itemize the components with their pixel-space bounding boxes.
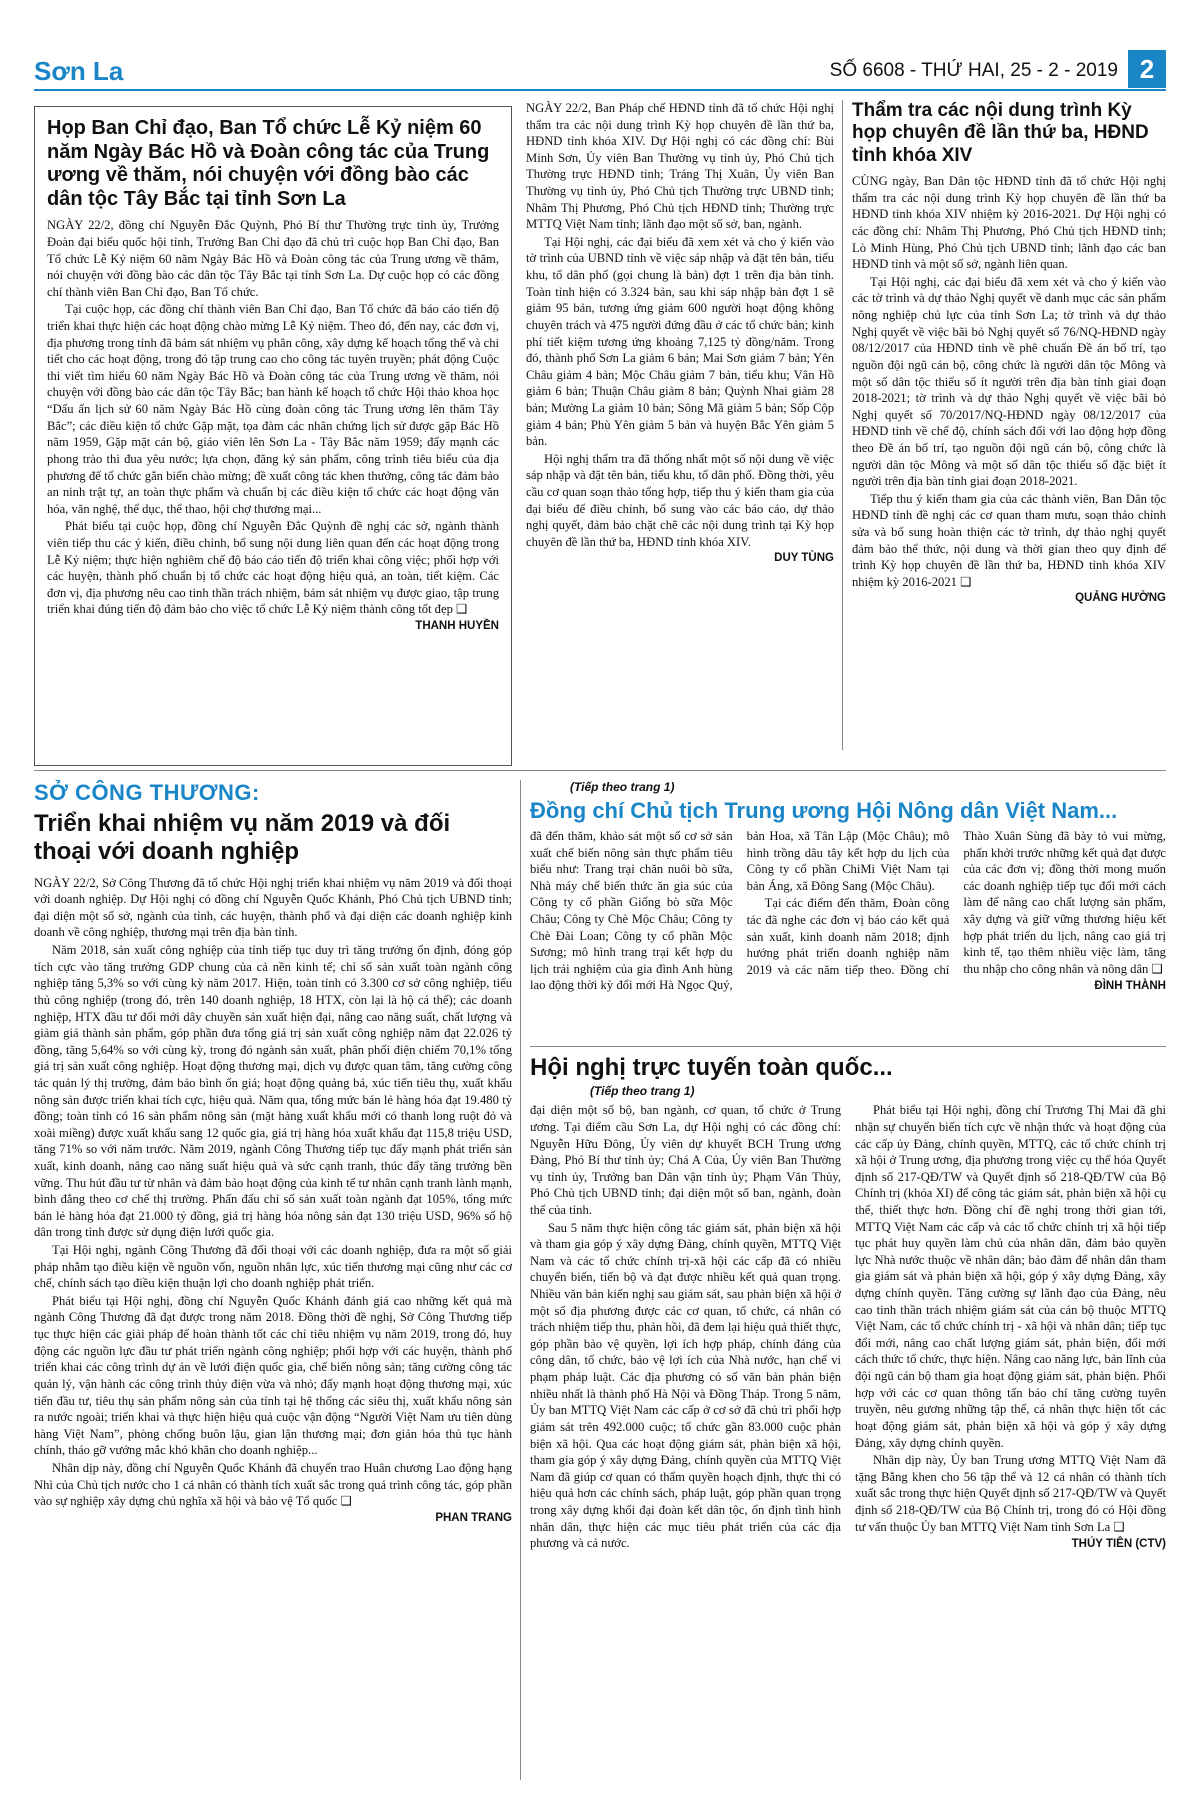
article-paragraph: Phát biểu tại Hội nghị, đồng chí Nguyễn Quốc Khánh đánh giá cao những kết quả mà ngành Công Thương đã đạt được trong năm 2018. Đồng thời đề nghị, Sở Công Thương tiếp tục thực hiện các giải pháp để hoàn thành tốt các chỉ tiêu nhiệm vụ năm 2019, trong đó, huy động các nguồn lực đầu tư phát triển ngành công nghiệp; phối hợp với các huyện, thành phố triển khai các công trình dự án về lưới điện quốc gia, chế biến nông sản; tăng cường công tác quản lý, vận hành các công trình thủy điện vừa và nhỏ; đẩy mạnh hoạt động thương mại, xúc tiến đầu tư, tiêu thụ sản phẩm nông sản của tỉnh tại hệ thống các siêu thị, xuất khẩu nông sản ra nước ngoài; triển khai và thực hiện hiệu quả cuộc vận động “Người Việt Nam ưu tiên dùng hàng Việt Nam”, phòng chống buôn lậu, gian lận thương mại; đơn giản hóa thủ tục hành chính, tháo gỡ vướng mắc khó khăn cho doanh nghiệp...	[34, 1293, 512, 1458]
issue-info: SỐ 6608 - THỨ HAI, 25 - 2 - 2019	[829, 60, 1118, 81]
article-headline: Hội nghị trực tuyến toàn quốc...	[530, 1054, 893, 1081]
article-paragraph: NGÀY 22/2, Ban Pháp chế HĐND tỉnh đã tổ chức Hội nghị thẩm tra các nội dung trình Kỳ họp chuyên đề lần thứ ba, HĐND tỉnh khóa XIV. Dự Hội nghị có các đồng chí: Bùi Minh Sơn, Ủy viên Ban Thường vụ tỉnh ủy, Phó Chủ tịch Thường trực HĐND tỉnh; Tráng Thị Xuân, Ủy viên Ban Thường vụ tỉnh ủy, Phó Chủ tịch Thường trực UBND tỉnh; Nhâm Thị Phương, Phó Chủ tịch HĐND tỉnh; Thường trực MTTQ Việt Nam tỉnh; lãnh đạo một số sở, ban, ngành.	[526, 101, 834, 232]
row-divider	[34, 770, 1166, 771]
article-paragraph: Nhân dịp này, Ủy ban Trung ương MTTQ Việt Nam đã tặng Bằng khen cho 56 tập thể và 12 cá nhân có thành tích xuất sắc trong thực hiện Quyết định số 217-QĐ/TW và Quyết định số 218-QĐ/TW của Bộ Chính trị, trong đó có Hội đồng tư vấn thuộc Ủy ban MTTQ Việt Nam tỉnh Sơn La ❑	[855, 1453, 1166, 1534]
article-paragraph: Năm 2018, sản xuất công nghiệp của tỉnh tiếp tục duy trì tăng trưởng ổn định, đóng góp tích cực vào tăng trưởng GDP chung của cả nền kinh tế; chỉ số sản xuất toàn ngành công nghiệp tăng 5,3% so với cùng kỳ năm 2017. Hiện, toàn tỉnh có 3.300 cơ sở công nghiệp, tiểu thủ công nghiệp (trong đó, trên 140 doanh nghiệp, 18 HTX, còn lại là hộ cá thể); các doanh nghiệp, HTX đầu tư đổi mới dây chuyền sản xuất hiện đại, nâng cao năng suất, chất lượng và giảm giá thành sản phẩm, góp phần đưa tổng giá trị sản xuất công nghiệp năm đạt 22.026 tỷ đồng, tăng 5,64% so với cùng kỳ, trong đó ngành sản xuất, phân phối điện chiếm 70,1% tổng giá trị sản xuất công nghiệp. Hoạt động thương mại, dịch vụ được quan tâm, tăng cường công tác quản lý thị trường, đảm bảo bình ổn giá; hoạt động quảng bá, xúc tiến tiêu thụ, xuất khẩu nông sản được triển khai tích cực, hiệu quả. Năm qua, tổng mức bán lẻ hàng hóa đạt 19.480 tỷ đồng; toàn tỉnh có 16 sản phẩm nông sản (mặt hàng xuất khẩu mới có thanh long ruột đỏ và xoài miềng) được xuất khẩu sang 12 quốc gia, giá trị hàng hóa xuất khẩu đạt 115,8 triệu USD, tăng 71% so với năm trước. Năm 2019, ngành Công Thương tiếp tục đẩy mạnh phát triển sản xuất, kinh doanh, nâng cao năng suất hiệu quả và sức cạnh tranh, thúc đẩy tăng trưởng bền vững. Thu hút đầu tư từ nhân và đảm bảo hoạt động của kinh tế tư nhân cạnh tranh lành mạnh, bình đẳng theo cơ chế thị trường. Phấn đấu chỉ số sản xuất toàn ngành đạt 105%, tổng mức bán lẻ hàng hóa đạt 21.000 tỷ đồng, giá trị hàng hóa nông sản đạt 130 triệu USD, 96% số hộ dân trong tỉnh được sử dụng điện lưới quốc gia.	[34, 943, 512, 1240]
continued-note: (Tiếp theo trang 1)	[570, 780, 675, 794]
article-paragraph: CÙNG ngày, Ban Dân tộc HĐND tỉnh đã tổ chức Hội nghị thẩm tra các nội dung trình Kỳ họp chuyên đề lần thứ ba HĐND tỉnh khóa XIV nhiệm kỳ 2016-2021. Dự Hội nghị có các đồng chí: Nhâm Thị Phương, Phó Chủ tịch HĐND tỉnh; Lò Minh Hùng, Phó Chủ tịch UBND tỉnh; lãnh đạo các ban HĐND tỉnh và một số sở, ngành liên quan.	[852, 174, 1166, 272]
article-paragraph: NGÀY 22/2, Sở Công Thương đã tổ chức Hội nghị triển khai nhiệm vụ năm 2019 và đối thoại với doanh nghiệp. Dự Hội nghị có đồng chí Nguyễn Quốc Khánh, Phó Chủ tịch UBND tỉnh; đại diện một số sở, ngành của tỉnh, các huyện, thành phố và đại diện các doanh nghiệp kinh doanh về công nghiệp, thương mại trên địa bàn tỉnh.	[34, 875, 512, 940]
header-rule	[34, 89, 1166, 91]
article-paragraph: Phát biểu tại Hội nghị, đồng chí Trương Thị Mai đã ghi nhận sự chuyển biến tích cực về nhận thức và hoạt động của các cấp ủy Đảng, chính quyền, MTTQ, các tổ chức chính trị xã hội ở Trung ương, địa phương trong việc cụ thể hóa Quyết định số 217-QĐ/TW và Quyết định số 218-QĐ/TW của Bộ Chính trị (khóa XI) để công tác giám sát, phản biện xã hội cụ thể, thiết thực hơn. Đồng chí đề nghị trong thời gian tới, MTTQ Việt Nam các cấp và các tổ chức chính trị xã hội tiếp tục phát huy quyền làm chủ của nhân dân, đảm bảo quyền lực Nhà nước thuộc về nhân dân; bảo đảm để nhân dân tham gia giám sát và phản biện xã hội, góp ý xây dựng Đảng, xây dựng chính quyền. Tăng cường sự lãnh đạo của Đảng, nêu cao tinh thần trách nhiệm giám sát của cán bộ thuộc MTTQ Việt Nam, các tổ chức chính trị - xã hội và nhân dân; tiếp tục đổi mới, nâng cao chất lượng giám sát, phản biện, đổi mới cách thức tổ chức, thực hiện. Nâng cao năng lực, bản lĩnh của đội ngũ cán bộ tham gia hoạt động giám sát, phản biện. Phối hợp với các cơ quan thông tấn báo chí tăng cường tuyên truyền, nêu gương những tập thể, cá nhân thực hiện tốt các hoạt động giám sát, phản biện xã hội và góp ý xây dựng Đảng, xây dựng chính quyền.	[855, 1103, 1166, 1450]
masthead	[0, 0, 1200, 86]
byline: PHAN TRANG	[435, 1511, 512, 1524]
article-ban-phap-che	[526, 100, 834, 750]
byline: DUY TÙNG	[774, 552, 834, 565]
article-paragraph: Tại cuộc họp, các đồng chí thành viên Ban Chỉ đạo, Ban Tổ chức đã báo cáo tiến độ triển khai thực hiện các hoạt động chào mừng Lễ Kỷ niệm. Theo đó, đến nay, các đơn vị, địa phương trong tỉnh đã bám sát nhiệm vụ phân công, xây dựng kế hoạch tổng thể và chi tiết cho các hoạt động, trong đó tập trung cao cho công tác tuyên truyền; phát động Cuộc thi viết tìm hiểu 60 năm Ngày Bác Hồ và Đoàn công tác của Trung ương về thăm, nói chuyện với đồng bào các dân tộc Tây Bắc; ban hành kế hoạch tổ chức Hội thảo khoa học “Dấu ấn lịch sử 60 năm Ngày Bác Hồ cùng đoàn công tác Trung ương lên thăm Tây Bắc”; các điều kiện tổ chức Gặp mặt, tọa đàm các nhân chứng lịch sử được gặp Bác Hồ năm 1959, Gặp mặt cán bộ, giáo viên lên Sơn La - Tây Bắc năm 1959; đẩy mạnh các phong trào thi đua yêu nước; lựa chọn, đăng ký sản phẩm, công trình tiêu biểu của địa phương để tổ chức gắn biển chào mừng; đề xuất công tác khen thưởng, công tác đảm bảo an ninh trật tự, an toàn thực phẩm và chuẩn bị các điều kiện tổ chức các hoạt động văn hóa, văn nghệ, thể dục, thể thao, hội chợ thương mại...	[47, 302, 499, 516]
article-so-cong-thuong	[34, 780, 512, 1780]
article-paragraph: Sau 5 năm thực hiện công tác giám sát, phản biện xã hội và tham gia góp ý xây dựng Đảng, chính quyền, MTTQ Việt Nam và các tổ chức chính trị-xã hội các cấp đã có nhiều chuyển biến, tiến bộ và đạt được nhiều kết quả quan trọng. Nhiều văn bản kiến nghị sau giám sát, sau phản biện xã hội ở một số địa phương được các cơ quan, tổ chức, cá nhân có trách nhiệm tiếp thu, phản hồi, đã đem lại hiệu quả thiết thực, góp phần bảo vệ quyền, lợi ích hợp pháp, chính đáng của công dân, tổ chức, bảo vệ lợi ích của Nhà nước, hạn chế vi phạm pháp luật. Các địa phương có số văn bản phản biện nhiều nhất là thành phố Hà Nội và Đồng Tháp. Trong 5 năm, Ủy ban MTTQ Việt Nam các cấp ở cơ sở đã chủ trì phối hợp giám sát trên 492.000 cuộc; tổ chức gần 83.000 cuộc phản biện xã hội. Qua các hoạt động giám sát, phản biện xã hội, tham gia góp ý xây dựng Đảng, chính quyền của MTTQ Việt Nam đã giúp cơ quan có thẩm quyền hoạch định, thực thi có hiệu quả hơn các chính sách, pháp luật, góp phần quan trọng trong xây dựng khối đại đoàn kết dân tộc, ổn định tình hình nhân dân, thực hiện các mục tiêu phát triển của các địa phương và cả nước.	[530, 1220, 841, 1551]
article-body	[530, 828, 1166, 995]
article-paragraph: Nhân dịp này, đồng chí Nguyễn Quốc Khánh đã chuyển trao Huân chương Lao động hạng Nhì của Chủ tịch nước cho 1 cá nhân có thành tích xuất sắc trong quá trình công tác, góp phần vào sự nghiệp xây dựng chủ nghĩa xã hội và bảo vệ Tổ quốc ❑	[34, 1460, 512, 1509]
article-body	[47, 217, 499, 618]
continued-note: (Tiếp theo trang 1)	[590, 1084, 695, 1099]
article-headline: Đồng chí Chủ tịch Trung ương Hội Nông dân Việt Nam...	[530, 798, 1118, 823]
article-ban-chi-dao	[34, 106, 512, 766]
article-headline: Triển khai nhiệm vụ năm 2019 và đối thoại với doanh nghiệp	[34, 810, 451, 866]
article-paragraph: đại diện một số bộ, ban ngành, cơ quan, tổ chức ở Trung ương. Tại điểm cầu Sơn La, dự Hội nghị có các đồng chí: Nguyễn Hữu Đông, Ủy viên dự khuyết BCH Trung ương Đảng, Phó Bí thư tỉnh ủy; Chá A Của, Ủy viên Ban Thường vụ tỉnh ủy, Trưởng ban Dân vận tỉnh ủy; Phạm Văn Thủy, Phó Chủ tịch UBND tỉnh; đại diện một số ban, ngành, đoàn thể của tỉnh.	[530, 1103, 841, 1217]
byline: QUẢNG HƯỜNG	[1075, 592, 1166, 605]
row-divider	[530, 1046, 1166, 1047]
article-body	[34, 875, 512, 1510]
article-paragraph: Tại Hội nghị, ngành Công Thương đã đối thoại với các doanh nghiệp, đưa ra một số giải pháp nhằm tạo điều kiện về nguồn vốn, nguồn nhân lực, xúc tiến thương mại cũng như các cơ chế, chính sách tạo điều kiện thuận lợi cho doanh nghiệp phát triển.	[34, 1243, 512, 1291]
byline: THANH HUYỀN	[415, 620, 499, 632]
column-divider	[520, 780, 521, 1780]
article-headline: Họp Ban Chỉ đạo, Ban Tổ chức Lễ Kỷ niệm 60 năm Ngày Bác Hồ và Đoàn công tác của Trung ương về thăm, nói chuyện với đồng bào các dân tộc Tây Bắc tại tỉnh Sơn La	[47, 117, 490, 210]
article-paragraph: Hội nghị thẩm tra đã thống nhất một số nội dung về việc sáp nhập và đặt tên bản, tiểu khu, tổ dân phố. Đồng thời, yêu cầu cơ quan soạn thảo tổng hợp, tiếp thu ý kiến tham gia của đại biểu để điều chỉnh, bổ sung vào các báo cáo, dự thảo nghị quyết, đảm bảo chặt chẽ các nội dung trình tại Kỳ họp chuyên đề lần thứ ba, HĐND tỉnh khóa XIV.	[526, 451, 834, 549]
article-hoi-nghi-truc-tuyen	[530, 1054, 1166, 1784]
article-paragraph: đã đến thăm, khảo sát một số cơ sở sản xuất chế biến nông sản thực phẩm tiêu biểu như: Trang trại chăn nuôi bò sữa, Nhà máy chế biến thức ăn gia súc của Công ty cổ phần Giống bò sữa Mộc Châu; Công ty Chè Mộc Châu; Công ty Chè Đài Loan; Công ty cổ phần Mộc Sương; mô hình trang trại kết hợp du lịch trải nghiệm của gia đình Anh hùng lao động thời kỳ đổi mới Hà Ngọc Quý, bản Hoa, xã Tân Lập (Mộc Châu); mô hình trồng dâu tây kết hợp du lịch của Công ty cổ phần ChiMi Việt Nam tại bản Áng, xã Đông Sang (Mộc Châu).	[530, 828, 950, 993]
article-body	[526, 100, 834, 550]
article-ban-dan-toc	[852, 100, 1166, 750]
article-body	[530, 1102, 1166, 1552]
page-number: 2	[1128, 50, 1166, 88]
article-paragraph: NGÀY 22/2, đồng chí Nguyễn Đắc Quỳnh, Phó Bí thư Thường trực tỉnh ủy, Trưởng Đoàn đại biểu quốc hội tỉnh, Trưởng Ban Chỉ đạo đã chủ trì cuộc họp Ban Chỉ đạo, Ban Tổ chức Lễ Kỷ niệm 60 năm Ngày Bác Hồ và Đoàn công tác của Trung ương về thăm, nói chuyện với đồng bào các dân tộc Tây Bắc tại tỉnh Sơn La. Dự cuộc họp có các đồng chí thành viên Ban Chỉ đạo, Ban Tổ chức.	[47, 218, 499, 299]
byline: ĐÌNH THÀNH	[1094, 980, 1166, 993]
article-paragraph: Phát biểu tại cuộc họp, đồng chí Nguyễn Đắc Quỳnh đề nghị các sở, ngành thành viên tiếp thu các ý kiến, điều chỉnh, bổ sung nội dung liên quan đến các hoạt động trong Lễ Kỷ niệm; thực hiện nghiêm chế độ báo cáo tiến độ triển khai công việc; phối hợp với các huyện, thành phố chuẩn bị tổ chức các hoạt động hiệu quả, an toàn, tiết kiệm. Các đơn vị, địa phương nêu cao tinh thần trách nhiệm, bám sát nhiệm vụ được giao, tập trung triển khai đúng tiến độ đảm bảo cho việc tổ chức Lễ Kỷ niệm thành công tốt đẹp ❑	[47, 519, 499, 617]
article-paragraph: Tại Hội nghị, các đại biểu đã xem xét và cho ý kiến vào các tờ trình và dự thảo Nghị quyết về danh mục các sản phẩm nông nghiệp chủ lực của tỉnh Sơn La; tờ trình và dự thảo Nghị quyết về việc bãi bỏ Nghị quyết số 76/NQ-HĐND ngày 08/12/2017 của HĐND tỉnh về phê chuẩn Đề án bố trí, tạo nguồn đội ngũ cán bộ, công chức là người dân tộc Mông và một số dân tộc thiểu số ít người trên địa bàn tỉnh giai đoạn 2018-2021; tờ trình và dự thảo Nghị quyết về việc bãi bỏ Nghị quyết số 70/2017/NQ-HĐND ngày 08/12/2017 của HĐND tỉnh về chế độ, chính sách đối với lao động hợp đồng theo Đề án bố trí, tạo nguồn đội ngũ cán bộ, công chức là người dân tộc Mông và một số dân tộc thiểu số đặc biệt ít người trên địa bàn tỉnh giai đoạn 2018-2021.	[852, 274, 1166, 489]
article-paragraph: Tại Hội nghị, các đại biểu đã xem xét và cho ý kiến vào tờ trình của UBND tỉnh về việc sáp nhập và đặt tên bản, tiểu khu, tổ dân phố (gọi chung là bản) đợt 1 trên địa bàn tỉnh. Toàn tỉnh hiện có 3.324 bản, sau khi sáp nhập bản đợt 1 sẽ giảm 95 bản, tương ứng giảm 600 người hoạt động không chuyên trách và 475 người đứng đầu ở các tổ chức bản; kinh phí tiết kiệm tương ứng khoảng 7,125 tỷ đồng/năm. Trong đó, thành phố Sơn La giảm 6 bản; Mai Sơn giảm 7 bản; Yên Châu giảm 4 bản; Mộc Châu giảm 7 bản, tiểu khu; Vân Hồ giảm 6 bản; Thuận Châu giảm 8 bản; Quỳnh Nhai giảm 28 bản; Mường La giảm 10 bản; Sông Mã giảm 5 bản; Sốp Cộp giảm 4 bản; Phù Yên giảm 5 bản và huyện Bắc Yên giảm 5 bản.	[526, 234, 834, 449]
article-body	[852, 173, 1166, 590]
byline: THÚY TIÊN (CTV)	[1071, 1538, 1166, 1551]
article-headline: Thẩm tra các nội dung trình Kỳ họp chuyên đề lần thứ ba, HĐND tỉnh khóa XIV	[852, 100, 1149, 166]
section-name: Sơn La	[34, 56, 124, 86]
column-divider	[842, 100, 843, 750]
article-hoi-nong-dan	[530, 778, 1166, 1040]
article-kicker: SỞ CÔNG THƯƠNG:	[34, 780, 260, 805]
article-paragraph: Tại các điểm đến thăm, Đoàn công tác đã nghe các đơn vị báo cáo kết quả sản xuất, kinh doanh năm 2018; định hướng phát triển doanh nghiệp năm 2019 và các năm tiếp theo. Đồng chí Thào Xuân Sùng đã bày tỏ vui mừng, phấn khởi trước những kết quả đạt được của các đơn vị; đồng thời mong muốn các doanh nghiệp tiếp tục đổi mới cách làm để nâng cao chất lượng sản phẩm, xây dựng và giữ vững thương hiệu kết hợp phát triển du lịch, nâng cao giá trị kinh tế, tạo thêm nhiều việc làm, tăng thu nhập cho công nhân và nông dân ❑	[746, 828, 1166, 977]
article-paragraph: Tiếp thu ý kiến tham gia của các thành viên, Ban Dân tộc HĐND tỉnh đề nghị các cơ quan tham mưu, soạn thảo chỉnh sửa và bổ sung hoàn thiện các tờ trình, dự thảo nghị quyết đảm bảo thể thức, nội dung và thời gian theo quy định để trình Kỳ họp chuyên đề lần thứ ba, HĐND tỉnh khóa XIV nhiệm kỳ 2016-2021 ❑	[852, 491, 1166, 589]
